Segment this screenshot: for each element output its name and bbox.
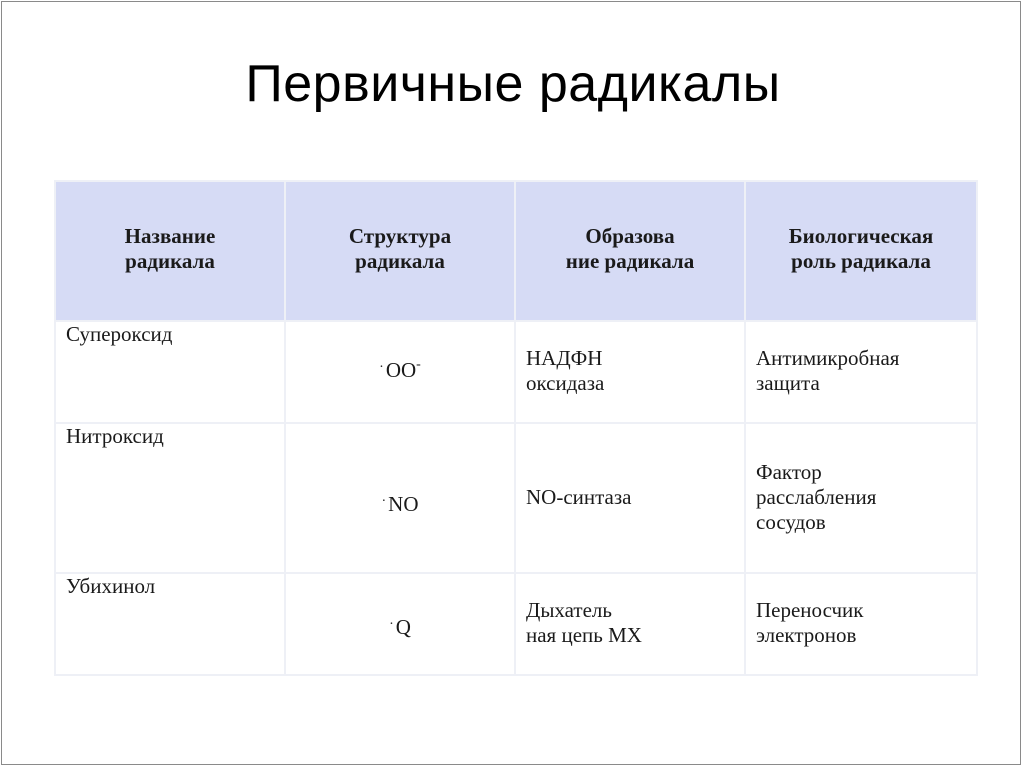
role-line: электронов: [756, 623, 857, 647]
header-name-line1: Название: [124, 224, 216, 248]
role-line: сосудов: [756, 510, 826, 534]
radical-formation: [515, 321, 745, 423]
header-role-line2: роль радикала: [791, 249, 931, 273]
header-formation: [515, 181, 745, 321]
header-name: [55, 181, 285, 321]
radical-structure: [285, 321, 515, 423]
table-header-row: [55, 181, 977, 321]
radical-formula: OO: [385, 358, 417, 382]
role-line: Антимикробная: [756, 346, 900, 370]
header-structure: [285, 181, 515, 321]
header-formation-line1: Образова: [585, 224, 675, 248]
formation-line: оксидаза: [526, 371, 605, 395]
header-structure-line2: радикала: [355, 249, 445, 273]
radical-role: [745, 573, 977, 675]
radical-dot: ·: [381, 494, 387, 509]
header-structure-line1: Структура: [348, 224, 452, 248]
radical-formula: Q: [395, 615, 411, 639]
slide: [1, 1, 1021, 765]
formation-line: Дыхатель: [526, 598, 612, 622]
radical-formation: [515, 573, 745, 675]
radical-formation: [515, 423, 745, 573]
radical-name: Убихинол: [55, 573, 285, 675]
radical-role: [745, 423, 977, 573]
header-name-line2: радикала: [125, 249, 215, 273]
radical-dot: ·: [389, 617, 394, 632]
radical-formula: NO: [388, 492, 419, 516]
header-role: [745, 181, 977, 321]
formation-line: НАДФН: [526, 346, 603, 370]
formation-line: NO-синтаза: [526, 485, 632, 509]
slide-title: Первичные радикалы: [245, 55, 781, 113]
table-row: [55, 423, 977, 573]
formation-line: ная цепь МХ: [526, 623, 642, 647]
radical-structure: [285, 573, 515, 675]
radical-charge: -: [416, 357, 421, 372]
radical-name: Нитроксид: [55, 423, 285, 573]
radical-dot: ·: [379, 360, 384, 375]
radicals-table: [54, 180, 978, 676]
table-row: [55, 321, 977, 423]
role-line: Фактор: [756, 460, 822, 484]
radical-name: Супероксид: [55, 321, 285, 423]
header-role-line1: Биологическая: [788, 224, 934, 248]
table-row: [55, 573, 977, 675]
role-line: Переносчик: [756, 598, 864, 622]
role-line: расслабления: [756, 485, 877, 509]
radical-role: [745, 321, 977, 423]
header-formation-line2: ние радикала: [565, 249, 695, 273]
radical-structure: [285, 423, 515, 573]
role-line: защита: [756, 371, 820, 395]
